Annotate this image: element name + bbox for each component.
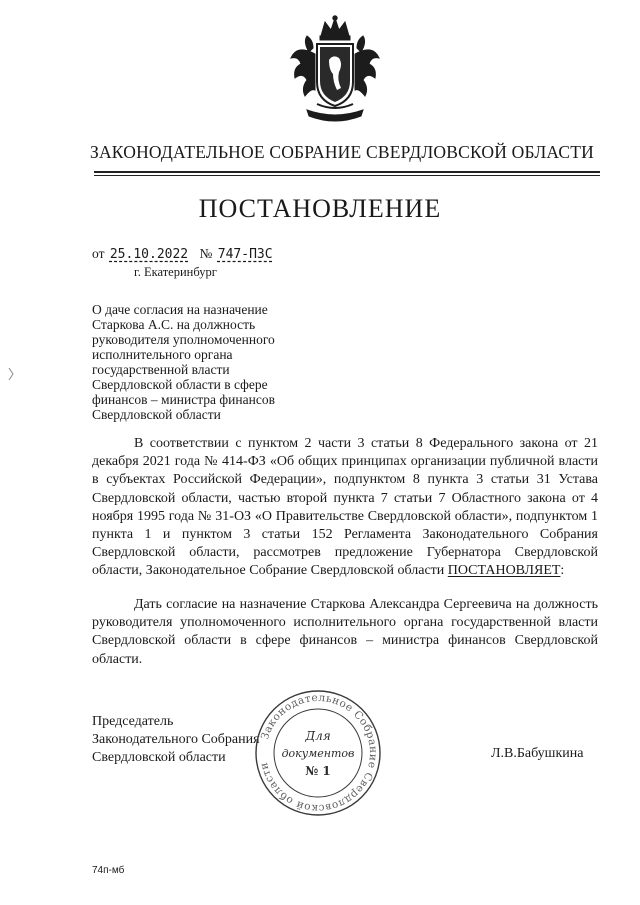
subject-line: О даче согласия на назначение: [92, 302, 268, 317]
header-rule: [94, 171, 600, 173]
document-type: ПОСТАНОВЛЕНИЕ: [198, 194, 442, 223]
subject-line: финансов – министра финансов: [92, 392, 275, 407]
signer-position-line: Председатель: [92, 714, 174, 729]
coat-of-arms-icon: [287, 14, 383, 132]
footer-code: 74п-мб: [92, 865, 125, 876]
body-paragraph-1: [92, 435, 598, 581]
stamp-center-line: Для: [305, 729, 331, 743]
stamp-ring-text: Законодательное Собрание Свердловской области: [257, 691, 380, 815]
stamp-center-line: документов: [281, 747, 355, 760]
document-date: 25.10.2022: [109, 247, 189, 262]
subject-line: государственной власти: [92, 362, 230, 377]
number-prefix: №: [199, 246, 213, 261]
official-stamp: [253, 688, 383, 818]
signer-position-line: Свердловской области: [92, 750, 226, 765]
header-rule-thin: [94, 175, 600, 176]
paragraph-2-text: Дать согласие на назначение Старкова Александра Сергеевича на должность руководителя уполномоченного исполнительного органа государственной власти Свердловской области в сфере финансов – министра финансов Свердловской области.: [92, 597, 598, 667]
subject-block: [92, 302, 332, 422]
paragraph-1-end: :: [560, 563, 565, 579]
document-number: 747-ПЗС: [217, 247, 273, 262]
subject-line: Старкова А.С. на должность: [92, 317, 256, 332]
organization-title: ЗАКОНОДАТЕЛЬНОЕ СОБРАНИЕ СВЕРДЛОВСКОЙ ОБЛАСТИ: [90, 142, 594, 162]
subject-line: Свердловской области: [92, 407, 221, 422]
date-number-line: [92, 246, 275, 262]
margin-mark-icon: [8, 367, 14, 381]
subject-line: исполнительного органа: [92, 347, 233, 362]
stamp-center-line: № 1: [305, 764, 331, 778]
paragraph-1-text: В соответствии с пунктом 2 части 3 статьи 8 Федерального закона от 21 декабря 2021 года № 414-ФЗ «Об общих принципах организации публичной власти в субъектах Российской Федерации», подпунктом 8 пункта 3 статьи 31 Устава Свердловской области, частью второй пункта 7 статьи 7 Областного закона от 4 ноября 1995 года № 31-ОЗ «О Правительстве Свердловской области», подпунктом 1 пункта 1 и пунктом 3 статьи 152 Регламента Законодательного Собрания Свердловской области, рассмотрев предложение Губернатора Свердловской области, Законодательное Собрание Свердловской области: [92, 436, 598, 579]
date-prefix: от: [92, 246, 105, 261]
subject-line: Свердловской области в сфере: [92, 377, 268, 392]
resolves-keyword: ПОСТАНОВЛЯЕТ: [447, 563, 561, 579]
city: г. Екатеринбург: [134, 265, 217, 279]
body-paragraph-2: [92, 596, 598, 669]
subject-line: руководителя уполномоченного: [92, 332, 275, 347]
signer-name: Л.В.Бабушкина: [491, 746, 584, 761]
signer-position-line: Законодательного Собрания: [92, 732, 260, 747]
